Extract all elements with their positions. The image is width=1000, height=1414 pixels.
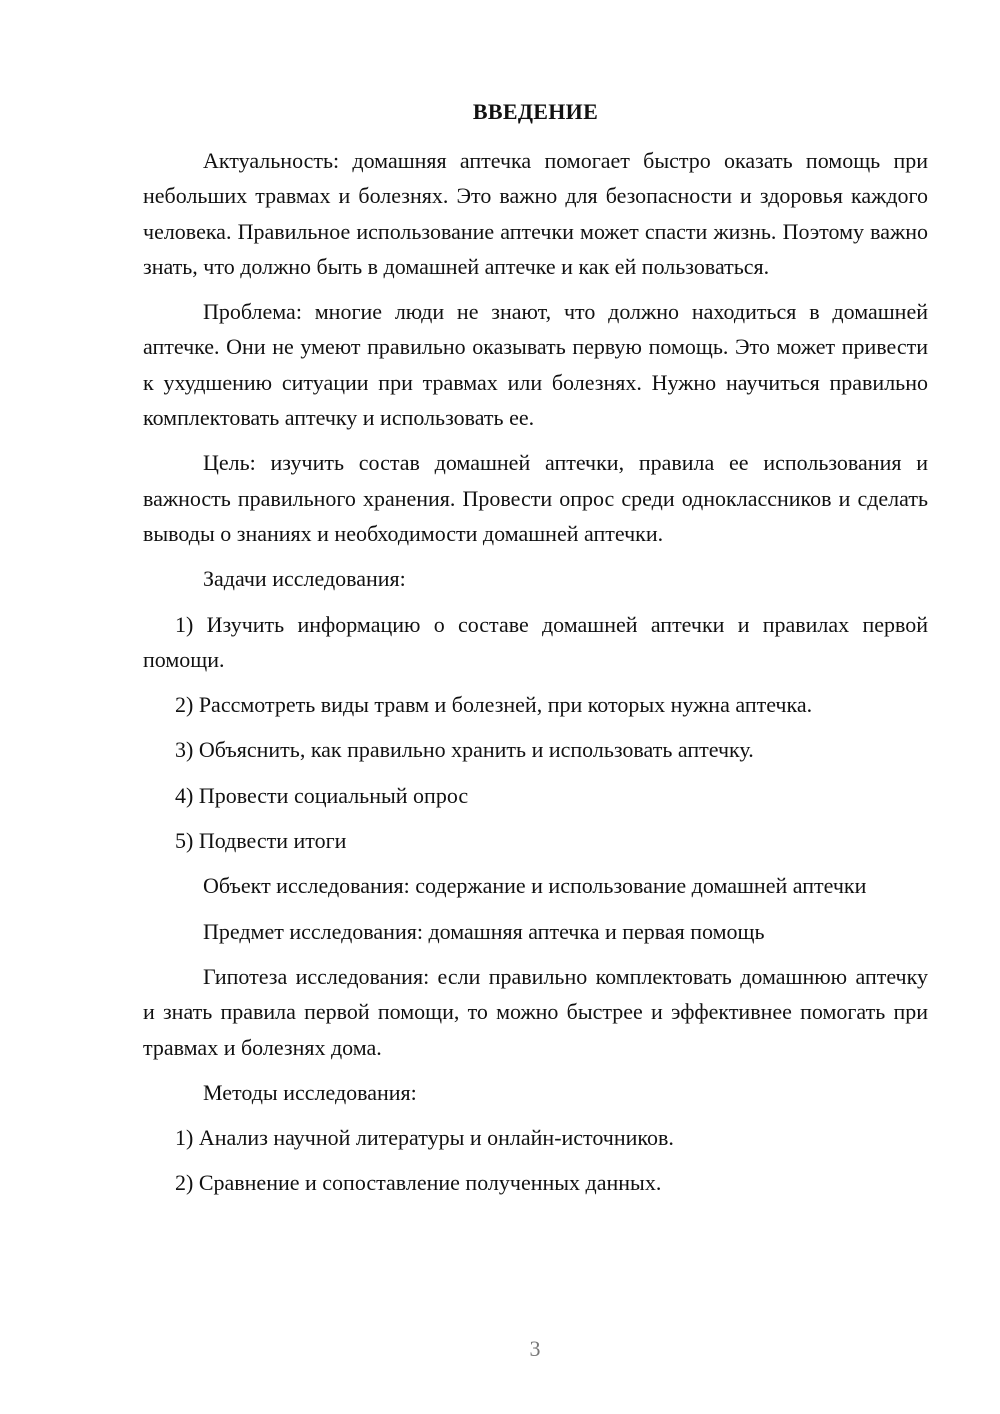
- paragraph-hypothesis: Гипотеза исследования: если правильно комплектовать домашнюю аптечку и знать правила первой помощи, то можно быстрее и эффективнее помогать при травмах и болезнях дома.: [143, 963, 928, 1060]
- paragraph-goal: Цель: изучить состав домашней аптечки, правила ее использования и важность правильного хранения. Провести опрос среди одноклассников и сделать выводы о знаниях и необходимости домашней аптечки.: [143, 450, 928, 546]
- list-item-task-2: 2) Рассмотреть виды травм и болезней, при которых нужна аптечка.: [175, 692, 813, 718]
- section-heading: ВВЕДЕНИЕ: [472, 99, 599, 124]
- page-number: 3: [529, 1336, 541, 1361]
- list-item-task-4: 4) Провести социальный опрос: [175, 782, 469, 808]
- paragraph-methods-heading: Методы исследования:: [203, 1079, 417, 1105]
- list-item-method-2: 2) Сравнение и сопоставление полученных данных.: [175, 1170, 662, 1196]
- list-item-method-1: 1) Анализ научной литературы и онлайн-источников.: [175, 1125, 674, 1151]
- document-body: [143, 143, 928, 1211]
- paragraph-subject: Предмет исследования: домашняя аптечка и первая помощь: [203, 918, 765, 944]
- paragraph-object: Объект исследования: содержание и использование домашней аптечки: [203, 873, 867, 899]
- paragraph-problem: Проблема: многие люди не знают, что должно находиться в домашней аптечке. Они не умеют правильно оказывать первую помощь. Это может привести к ухудшению ситуации при травмах или болезнях. Нужно научиться правильно комплектовать аптечку и использовать ее.: [143, 299, 928, 431]
- paragraph-relevance: Актуальность: домашняя аптечка помогает быстро оказать помощь при небольших травмах и болезнях. Это важно для безопасности и здоровья каждого человека. Правильное использование аптечки может спасти жизнь. Поэтому важно знать, что должно быть в домашней аптечке и как ей пользоваться.: [143, 148, 928, 279]
- paragraph-tasks-heading: Задачи исследования:: [203, 566, 406, 592]
- list-item-task-3: 3) Объяснить, как правильно хранить и использовать аптечку.: [175, 737, 754, 763]
- list-item-task-1: 1) Изучить информацию о составе домашней аптечки и правилах первой помощи.: [143, 611, 928, 672]
- list-item-task-5: 5) Подвести итоги: [175, 828, 347, 854]
